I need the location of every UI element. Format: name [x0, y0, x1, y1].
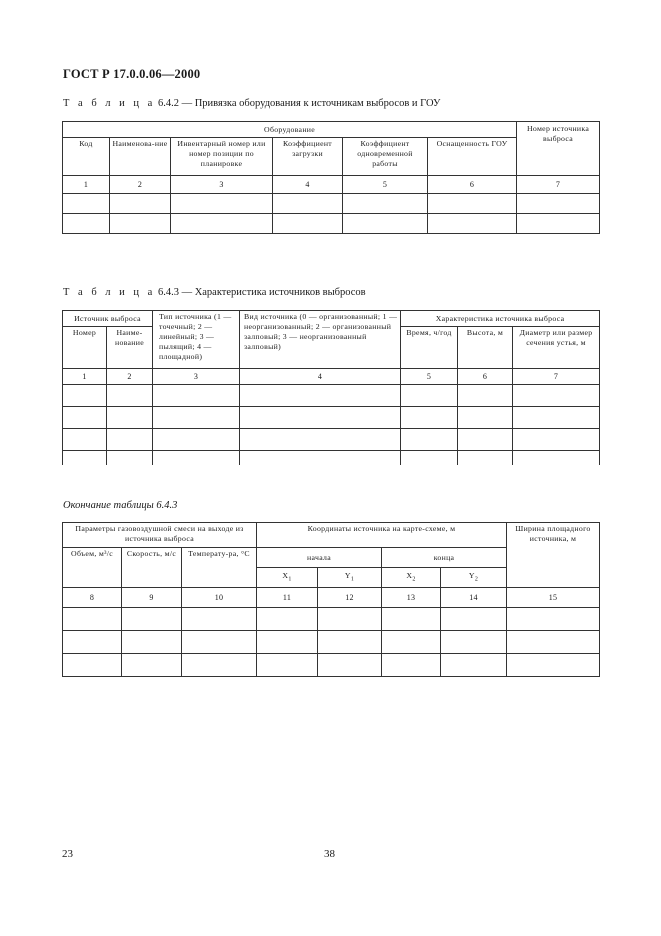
col-load-coef-header: Коэффициент загрузки: [273, 138, 343, 176]
table1-caption: [63, 98, 440, 109]
x1-label: X: [282, 570, 289, 580]
col-number: 9: [122, 588, 182, 608]
column-number-row: [63, 176, 600, 194]
col-name-header: Наиме-нование: [107, 327, 153, 369]
col-number: 1: [63, 176, 110, 194]
table-row: [63, 385, 600, 407]
coords-group-header: Координаты источника на карте-схеме, м: [257, 523, 507, 548]
col-number: 7: [513, 369, 600, 385]
x2-header: [382, 568, 441, 588]
col-number: 12: [318, 588, 382, 608]
area-width-header: Ширина площадного источника, м: [507, 523, 600, 588]
col-number: 2: [110, 176, 171, 194]
col-number: 4: [240, 369, 401, 385]
col-number: 6: [428, 176, 517, 194]
source-number-header: Номер источника выброса: [517, 122, 600, 176]
col-number: 8: [63, 588, 122, 608]
coords-start-header: начала: [257, 548, 382, 568]
col-code-header: Код: [63, 138, 110, 176]
col-number: 11: [257, 588, 318, 608]
y2-label: Y: [468, 570, 475, 580]
x1-header: [257, 568, 318, 588]
col-number: 13: [382, 588, 441, 608]
col-number: 10: [182, 588, 257, 608]
y2-header: [441, 568, 507, 588]
coords-end-header: конца: [382, 548, 507, 568]
table-row: [63, 194, 600, 214]
table1-caption-prefix: Т а б л и ц а: [63, 98, 156, 109]
table-row: [63, 214, 600, 234]
col-height-header: Высота, м: [458, 327, 513, 369]
source-type-header: Тип источника (1 — точечный; 2 — линейный; 3 — пылящий; 4 — площадной): [153, 311, 240, 369]
col-number: 3: [171, 176, 273, 194]
table-source-characteristics: [62, 310, 600, 465]
col-number: 6: [458, 369, 513, 385]
table1-caption-text: 6.4.2 — Привязка оборудования к источникам выбросов и ГОУ: [157, 98, 441, 109]
y1-header: [318, 568, 382, 588]
table-row: [63, 654, 600, 677]
x2-subscript: 2: [412, 576, 416, 583]
gas-params-group-header: Параметры газовоздушной смеси на выходе из источника выброса: [63, 523, 257, 548]
col-volume-label: Объем, м³/с: [71, 549, 113, 558]
col-inventory-header: Инвентарный номер или номер позиции по планировке: [171, 138, 273, 176]
column-number-row: [63, 369, 600, 385]
table2-caption: [63, 287, 366, 298]
col-number: 5: [343, 176, 428, 194]
col-number: 14: [441, 588, 507, 608]
col-name-header: Наименова-ние: [110, 138, 171, 176]
col-number: 3: [153, 369, 240, 385]
source-group-header: Источник выброса: [63, 311, 153, 327]
col-number: 7: [517, 176, 600, 194]
table-row: [63, 407, 600, 429]
col-number: 5: [401, 369, 458, 385]
table-equipment-binding: [62, 121, 600, 234]
y1-subscript: 1: [350, 576, 355, 583]
footer-left-number: 23: [62, 848, 73, 860]
table3-caption: Окончание таблицы 6.4.3: [63, 500, 178, 511]
col-simultaneity-coef-header: Коэффициент одновременной работы: [343, 138, 428, 176]
table-row: [63, 631, 600, 654]
col-volume-header: [63, 548, 122, 588]
col-diameter-header: Диаметр или размер сечения устья, м: [513, 327, 600, 369]
x1-subscript: 1: [288, 576, 292, 583]
table-row: [63, 429, 600, 451]
page-number: 38: [324, 848, 335, 860]
source-kind-header: Вид источника (0 — организованный; 1 — неорганизованный; 2 — организованный залповый; 3 — неорганизованный залповый): [240, 311, 401, 369]
table-source-characteristics-end: [62, 522, 600, 677]
col-number-header: Номер: [63, 327, 107, 369]
col-time-header: Время, ч/год: [401, 327, 458, 369]
col-number: 15: [507, 588, 600, 608]
document-standard-title: ГОСТ Р 17.0.0.06—2000: [63, 67, 201, 81]
y2-subscript: 2: [474, 576, 479, 583]
table-row: [63, 608, 600, 631]
equipment-group-header: Оборудование: [63, 122, 517, 138]
col-number: 1: [63, 369, 107, 385]
table2-caption-prefix: Т а б л и ц а: [63, 287, 156, 298]
x2-label: X: [406, 570, 413, 580]
col-number: 2: [107, 369, 153, 385]
column-number-row: [63, 588, 600, 608]
col-speed-header: Скорость, м/с: [122, 548, 182, 588]
col-temperature-header: Температу-ра, °С: [182, 548, 257, 588]
col-gou-header: Оснащенность ГОУ: [428, 138, 517, 176]
col-number: 4: [273, 176, 343, 194]
table-row: [63, 451, 600, 465]
y1-label: Y: [344, 570, 351, 580]
source-characteristics-header: Характеристика источника выброса: [401, 311, 600, 327]
table2-caption-text: 6.4.3 — Характеристика источников выбросов: [157, 287, 366, 298]
